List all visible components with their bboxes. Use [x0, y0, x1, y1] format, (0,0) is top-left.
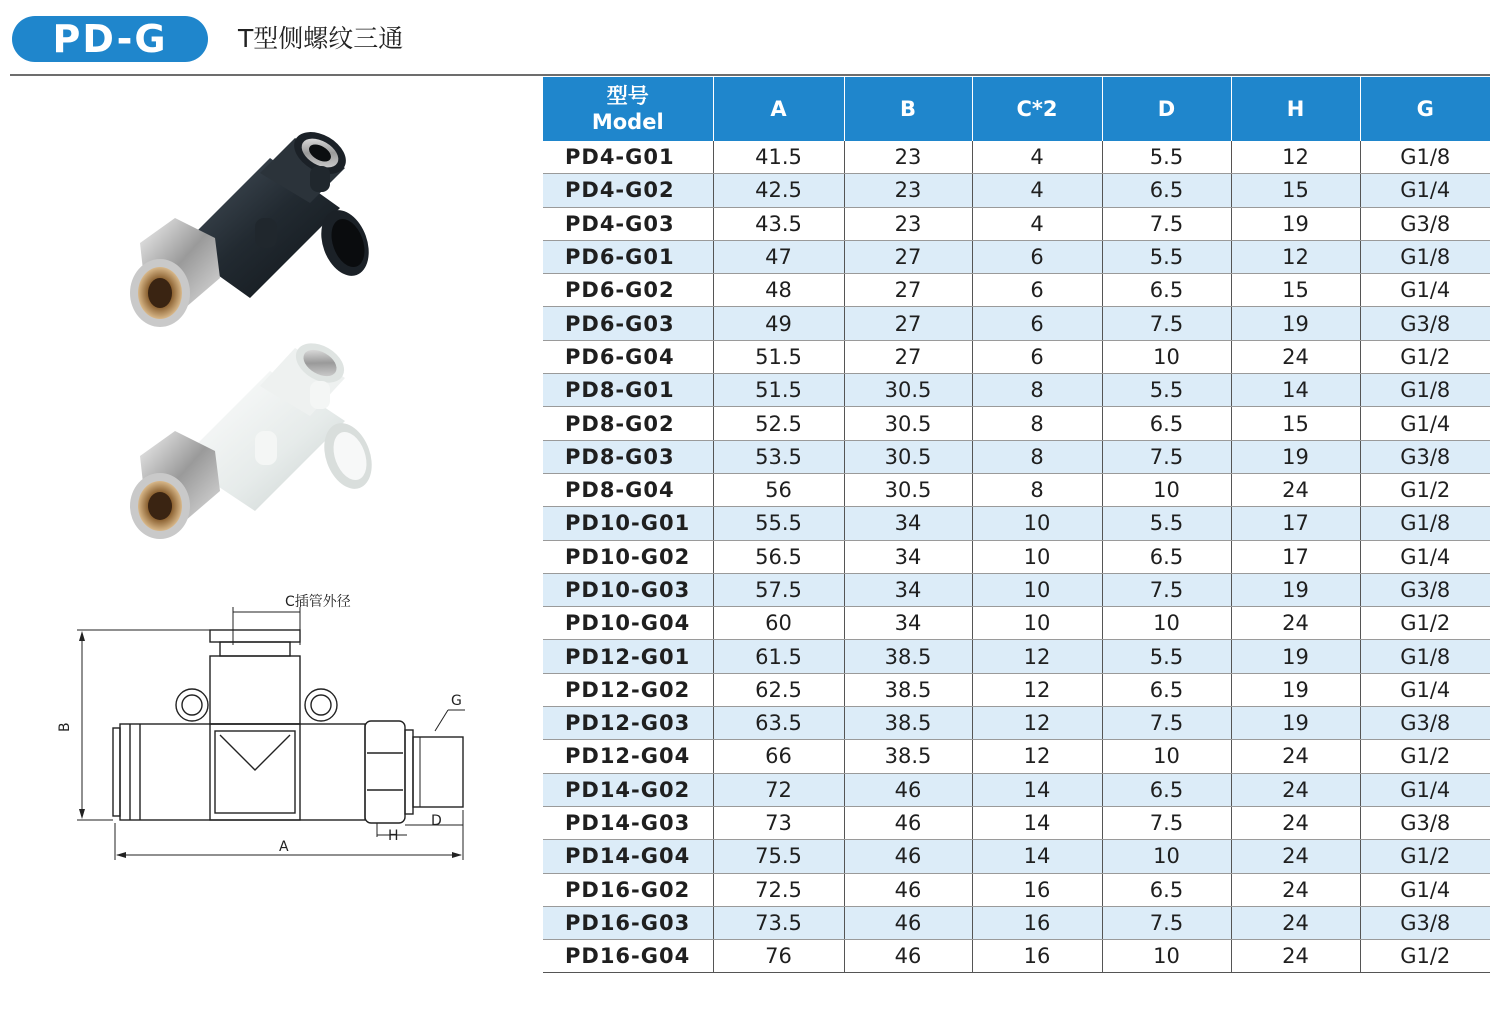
table-row	[543, 207, 1490, 240]
cell-h: 19	[1231, 640, 1360, 673]
cell-model: PD16-G04	[543, 940, 713, 973]
cell-model: PD14-G02	[543, 773, 713, 806]
cell-a: 51.5	[713, 374, 844, 407]
cell-d: 10	[1102, 607, 1231, 640]
label-h: H	[388, 828, 399, 844]
cell-model: PD12-G04	[543, 740, 713, 773]
cell-a: 73	[713, 806, 844, 839]
cell-a: 52.5	[713, 407, 844, 440]
cell-c: 8	[972, 407, 1102, 440]
table-row	[543, 840, 1490, 873]
cell-a: 76	[713, 940, 844, 973]
table-row	[543, 940, 1490, 973]
table-row	[543, 906, 1490, 939]
cell-h: 19	[1231, 307, 1360, 340]
cell-g: G1/4	[1360, 174, 1490, 207]
cell-h: 24	[1231, 740, 1360, 773]
label-a: A	[279, 839, 289, 855]
cell-a: 56.5	[713, 540, 844, 573]
cell-model: PD8-G02	[543, 407, 713, 440]
cell-b: 38.5	[844, 707, 972, 740]
table-row	[543, 440, 1490, 473]
cell-c: 4	[972, 174, 1102, 207]
cell-d: 10	[1102, 740, 1231, 773]
cell-b: 46	[844, 773, 972, 806]
table-row	[543, 873, 1490, 906]
cell-d: 5.5	[1102, 640, 1231, 673]
cell-c: 14	[972, 840, 1102, 873]
cell-g: G3/8	[1360, 207, 1490, 240]
cell-b: 27	[844, 340, 972, 373]
header-c: C*2	[972, 77, 1102, 141]
cell-b: 30.5	[844, 440, 972, 473]
cell-g: G3/8	[1360, 707, 1490, 740]
cell-b: 23	[844, 174, 972, 207]
table-row	[543, 707, 1490, 740]
table-row	[543, 540, 1490, 573]
cell-d: 7.5	[1102, 440, 1231, 473]
cell-model: PD6-G04	[543, 340, 713, 373]
cell-c: 6	[972, 240, 1102, 273]
cell-a: 63.5	[713, 707, 844, 740]
cell-model: PD10-G02	[543, 540, 713, 573]
cell-h: 19	[1231, 207, 1360, 240]
header-model	[543, 77, 713, 141]
label-d: D	[431, 813, 442, 829]
header-b: B	[844, 77, 972, 141]
cell-d: 5.5	[1102, 141, 1231, 174]
cell-c: 10	[972, 540, 1102, 573]
cell-c: 8	[972, 440, 1102, 473]
cell-b: 38.5	[844, 640, 972, 673]
cell-d: 5.5	[1102, 374, 1231, 407]
cell-b: 30.5	[844, 407, 972, 440]
cell-d: 10	[1102, 473, 1231, 506]
table-row	[543, 307, 1490, 340]
table-row	[543, 240, 1490, 273]
product-code-badge: PD-G	[12, 16, 208, 62]
cell-b: 27	[844, 240, 972, 273]
cell-model: PD4-G01	[543, 141, 713, 174]
cell-c: 12	[972, 640, 1102, 673]
cell-a: 42.5	[713, 174, 844, 207]
spec-table	[543, 77, 1490, 973]
cell-d: 10	[1102, 840, 1231, 873]
cell-h: 12	[1231, 141, 1360, 174]
cell-model: PD10-G03	[543, 573, 713, 606]
cell-a: 75.5	[713, 840, 844, 873]
cell-a: 72.5	[713, 873, 844, 906]
cell-a: 72	[713, 773, 844, 806]
cell-a: 66	[713, 740, 844, 773]
cell-a: 41.5	[713, 141, 844, 174]
cell-b: 34	[844, 607, 972, 640]
cell-model: PD16-G02	[543, 873, 713, 906]
cell-d: 10	[1102, 940, 1231, 973]
cell-c: 4	[972, 141, 1102, 174]
header-d: D	[1102, 77, 1231, 141]
cell-model: PD8-G01	[543, 374, 713, 407]
cell-a: 61.5	[713, 640, 844, 673]
table-row	[543, 673, 1490, 706]
table-row	[543, 340, 1490, 373]
cell-d: 6.5	[1102, 174, 1231, 207]
cell-model: PD4-G03	[543, 207, 713, 240]
cell-d: 7.5	[1102, 573, 1231, 606]
cell-g: G1/4	[1360, 540, 1490, 573]
cell-d: 6.5	[1102, 873, 1231, 906]
cell-c: 16	[972, 940, 1102, 973]
cell-c: 12	[972, 707, 1102, 740]
cell-d: 7.5	[1102, 806, 1231, 839]
table-row	[543, 473, 1490, 506]
cell-h: 24	[1231, 473, 1360, 506]
cell-a: 60	[713, 607, 844, 640]
cell-g: G1/8	[1360, 374, 1490, 407]
table-header-row	[543, 77, 1490, 141]
cell-g: G1/8	[1360, 640, 1490, 673]
table-row	[543, 607, 1490, 640]
cell-d: 5.5	[1102, 507, 1231, 540]
cell-g: G1/4	[1360, 873, 1490, 906]
cell-a: 73.5	[713, 906, 844, 939]
cell-h: 24	[1231, 940, 1360, 973]
cell-g: G3/8	[1360, 440, 1490, 473]
cell-b: 46	[844, 906, 972, 939]
cell-c: 14	[972, 806, 1102, 839]
cell-a: 56	[713, 473, 844, 506]
cell-g: G1/4	[1360, 274, 1490, 307]
header-divider	[10, 74, 1490, 76]
cell-b: 30.5	[844, 473, 972, 506]
cell-c: 12	[972, 673, 1102, 706]
cell-h: 24	[1231, 773, 1360, 806]
header-model-en: Model	[591, 110, 664, 134]
cell-h: 24	[1231, 873, 1360, 906]
cell-g: G1/4	[1360, 673, 1490, 706]
cell-b: 34	[844, 573, 972, 606]
cell-b: 34	[844, 540, 972, 573]
cell-c: 12	[972, 740, 1102, 773]
table-row	[543, 740, 1490, 773]
cell-b: 38.5	[844, 740, 972, 773]
label-g: G	[451, 693, 462, 709]
cell-b: 34	[844, 507, 972, 540]
cell-h: 15	[1231, 274, 1360, 307]
cell-g: G3/8	[1360, 307, 1490, 340]
cell-model: PD12-G03	[543, 707, 713, 740]
cell-g: G1/8	[1360, 240, 1490, 273]
cell-h: 17	[1231, 507, 1360, 540]
table-row	[543, 374, 1490, 407]
cell-b: 27	[844, 274, 972, 307]
cell-d: 6.5	[1102, 540, 1231, 573]
table-row	[543, 573, 1490, 606]
cell-c: 16	[972, 873, 1102, 906]
cell-model: PD6-G02	[543, 274, 713, 307]
cell-model: PD10-G01	[543, 507, 713, 540]
cell-g: G3/8	[1360, 573, 1490, 606]
header-g: G	[1360, 77, 1490, 141]
cell-h: 24	[1231, 906, 1360, 939]
cell-d: 5.5	[1102, 240, 1231, 273]
header-h: H	[1231, 77, 1360, 141]
cell-b: 46	[844, 806, 972, 839]
cell-model: PD10-G04	[543, 607, 713, 640]
cell-h: 15	[1231, 407, 1360, 440]
header-a: A	[713, 77, 844, 141]
white-fitting-photo	[120, 336, 390, 541]
cell-a: 57.5	[713, 573, 844, 606]
cell-g: G1/2	[1360, 607, 1490, 640]
cell-g: G1/8	[1360, 507, 1490, 540]
table-row	[543, 141, 1490, 174]
cell-g: G1/2	[1360, 940, 1490, 973]
cell-d: 7.5	[1102, 307, 1231, 340]
cell-h: 24	[1231, 840, 1360, 873]
cell-c: 10	[972, 507, 1102, 540]
cell-d: 6.5	[1102, 407, 1231, 440]
table-row	[543, 773, 1490, 806]
cell-model: PD16-G03	[543, 906, 713, 939]
cell-g: G3/8	[1360, 906, 1490, 939]
cell-h: 19	[1231, 440, 1360, 473]
dimension-drawing	[55, 585, 485, 870]
cell-model: PD8-G04	[543, 473, 713, 506]
cell-h: 14	[1231, 374, 1360, 407]
cell-c: 6	[972, 307, 1102, 340]
cell-a: 62.5	[713, 673, 844, 706]
cell-a: 48	[713, 274, 844, 307]
cell-g: G1/4	[1360, 773, 1490, 806]
cell-model: PD8-G03	[543, 440, 713, 473]
cell-d: 7.5	[1102, 906, 1231, 939]
cell-h: 24	[1231, 340, 1360, 373]
cell-h: 24	[1231, 607, 1360, 640]
cell-d: 7.5	[1102, 207, 1231, 240]
header-model-cn: 型号	[606, 84, 649, 108]
cell-model: PD6-G03	[543, 307, 713, 340]
cell-g: G3/8	[1360, 806, 1490, 839]
table-row	[543, 407, 1490, 440]
cell-g: G1/2	[1360, 340, 1490, 373]
table-row	[543, 274, 1490, 307]
product-subtitle: T型侧螺纹三通	[238, 24, 404, 53]
cell-c: 10	[972, 573, 1102, 606]
table-row	[543, 806, 1490, 839]
cell-model: PD12-G02	[543, 673, 713, 706]
table-row	[543, 174, 1490, 207]
cell-c: 6	[972, 340, 1102, 373]
cell-h: 19	[1231, 573, 1360, 606]
cell-c: 14	[972, 773, 1102, 806]
cell-g: G1/2	[1360, 840, 1490, 873]
cell-d: 7.5	[1102, 707, 1231, 740]
cell-c: 10	[972, 607, 1102, 640]
cell-b: 46	[844, 940, 972, 973]
cell-h: 19	[1231, 673, 1360, 706]
cell-h: 15	[1231, 174, 1360, 207]
cell-a: 49	[713, 307, 844, 340]
cell-b: 46	[844, 873, 972, 906]
cell-a: 53.5	[713, 440, 844, 473]
cell-d: 6.5	[1102, 773, 1231, 806]
cell-b: 23	[844, 141, 972, 174]
cell-b: 27	[844, 307, 972, 340]
cell-d: 6.5	[1102, 274, 1231, 307]
cell-h: 19	[1231, 707, 1360, 740]
cell-g: G1/4	[1360, 407, 1490, 440]
cell-a: 43.5	[713, 207, 844, 240]
cell-h: 12	[1231, 240, 1360, 273]
cell-h: 24	[1231, 806, 1360, 839]
cell-c: 8	[972, 473, 1102, 506]
cell-g: G1/2	[1360, 473, 1490, 506]
cell-model: PD12-G01	[543, 640, 713, 673]
cell-g: G1/8	[1360, 141, 1490, 174]
cell-a: 51.5	[713, 340, 844, 373]
label-b: B	[57, 722, 73, 732]
cell-c: 16	[972, 906, 1102, 939]
cell-model: PD14-G04	[543, 840, 713, 873]
cell-model: PD4-G02	[543, 174, 713, 207]
cell-model: PD6-G01	[543, 240, 713, 273]
table-row	[543, 640, 1490, 673]
cell-b: 30.5	[844, 374, 972, 407]
cell-h: 17	[1231, 540, 1360, 573]
cell-a: 55.5	[713, 507, 844, 540]
cell-model: PD14-G03	[543, 806, 713, 839]
cell-b: 38.5	[844, 673, 972, 706]
black-fitting-photo	[120, 118, 390, 333]
cell-g: G1/2	[1360, 740, 1490, 773]
cell-d: 10	[1102, 340, 1231, 373]
cell-c: 6	[972, 274, 1102, 307]
cell-b: 46	[844, 840, 972, 873]
table-row	[543, 507, 1490, 540]
label-c-outer-diameter: C插管外径	[285, 594, 351, 610]
cell-c: 4	[972, 207, 1102, 240]
cell-b: 23	[844, 207, 972, 240]
cell-c: 8	[972, 374, 1102, 407]
cell-d: 6.5	[1102, 673, 1231, 706]
cell-a: 47	[713, 240, 844, 273]
